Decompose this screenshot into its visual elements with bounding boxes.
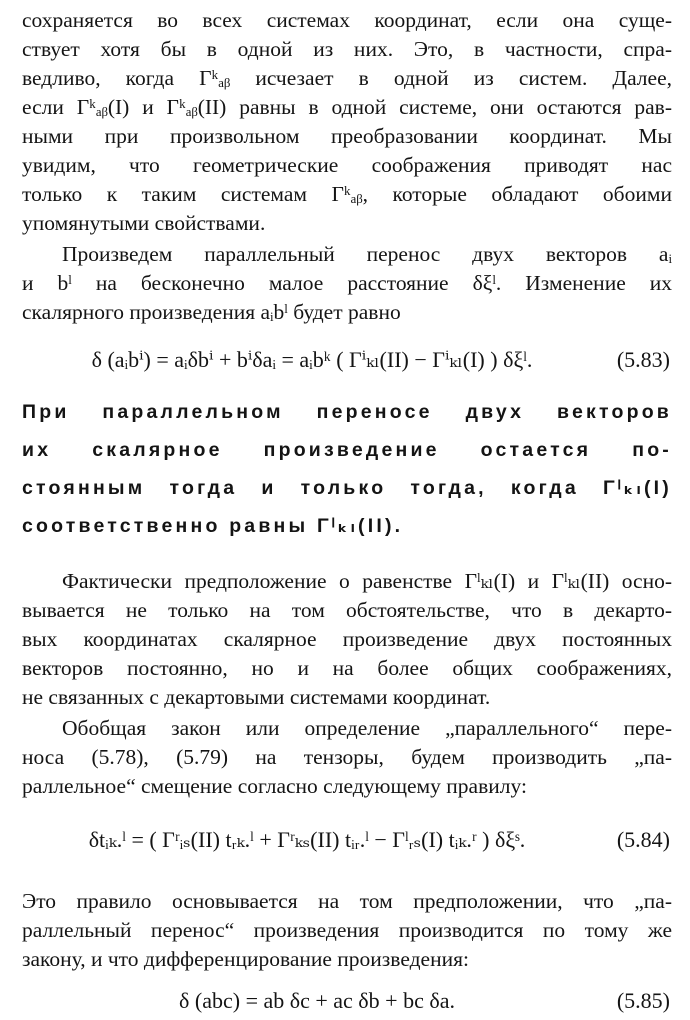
text-line: раллельный перенос“ произведения производится по тому же — [22, 918, 672, 942]
equation-number: (5.85) — [616, 988, 670, 1013]
equation-body: δtᵢₖ.ˡ = ( Γʳᵢₛ(II) tᵣₖ.ˡ + Γʳₖₛ(II) tᵢᵣ.ˡ − Γˡᵣₛ(I) tᵢₖ.ʳ ) δξˢ. — [88, 827, 526, 852]
paragraph-4 — [22, 567, 672, 712]
text-line: вывается не только на том обстоятельстве, что в декарто- — [22, 598, 672, 622]
text-line: не связанных с декартовыми системами координат. — [22, 685, 491, 709]
text-line: векторов постоянно, но и на более общих соображениях, — [22, 656, 672, 680]
text-line: носа (5.78), (5.79) на тензоры, будем производить „па- — [22, 745, 672, 769]
paragraph-1 — [22, 6, 672, 238]
text-line: ведливо, когда Γᵏₐᵦ исчезает в одной из систем. Далее, — [22, 66, 672, 90]
equation-body: δ (abc) = ab δc + ac δb + bc δa. — [179, 988, 455, 1013]
text-line: Обобщая закон или определение „параллельного“ пере- — [62, 716, 672, 740]
text-line: При параллельном переносе двух векторов — [22, 401, 672, 423]
paragraph-3-emphasis — [22, 393, 672, 545]
text-line: только к таким системам Γᵏₐᵦ, которые обладают обоими — [22, 182, 672, 206]
text-line: увидим, что геометрические соображения приводят нас — [22, 153, 672, 177]
text-line: упомянутыми свойствами. — [22, 211, 266, 235]
equation-body: δ (aᵢbⁱ) = aᵢδbⁱ + bⁱδaᵢ = aᵢbᵏ ( Γⁱₖₗ(II) − Γⁱₖₗ(I) ) δξˡ. — [91, 347, 533, 372]
text-line: скалярного произведения aᵢbˡ будет равно — [22, 300, 401, 324]
equation-5-83 — [22, 345, 672, 385]
text-line: их скалярное произведение остается по- — [22, 439, 672, 461]
paragraph-5 — [22, 714, 672, 801]
text-line: соответственно равны Γˡₖₗ(II). — [22, 515, 404, 537]
text-line: ными при произвольном преобразовании координат. Мы — [22, 124, 672, 148]
equation-5-85 — [22, 986, 672, 1020]
text-line: ствует хотя бы в одной из них. Это, в частности, спра- — [22, 37, 672, 61]
text-line: сохраняется во всех системах координат, если она суще- — [22, 8, 672, 32]
text-line: и bˡ на бесконечно малое расстояние δξˡ. Изменение их — [22, 271, 672, 295]
equation-number: (5.84) — [616, 827, 670, 852]
equation-number: (5.83) — [616, 347, 670, 372]
text-line: Это правило основывается на том предположении, что „па- — [22, 889, 672, 913]
text-line: закону, и что дифференцирование произведения: — [22, 947, 469, 971]
text-line: раллельное“ смещение согласно следующему правилу: — [22, 774, 527, 798]
text-line: Произведем параллельный перенос двух векторов aᵢ — [62, 242, 672, 266]
text-line: если Γᵏₐᵦ(I) и Γᵏₐᵦ(II) равны в одной системе, они остаются рав- — [22, 95, 672, 119]
text-line: стоянным тогда и только тогда, когда Γˡₖₗ(I) — [22, 477, 672, 499]
text-line: вых координатах скалярное произведение двух постоянных — [22, 627, 672, 651]
text-line: Фактически предположение о равенстве Γˡₖₗ(I) и Γˡₖₗ(II) осно- — [62, 569, 672, 593]
equation-5-84 — [22, 825, 672, 869]
paragraph-6 — [22, 887, 672, 974]
paragraph-2 — [22, 240, 672, 327]
